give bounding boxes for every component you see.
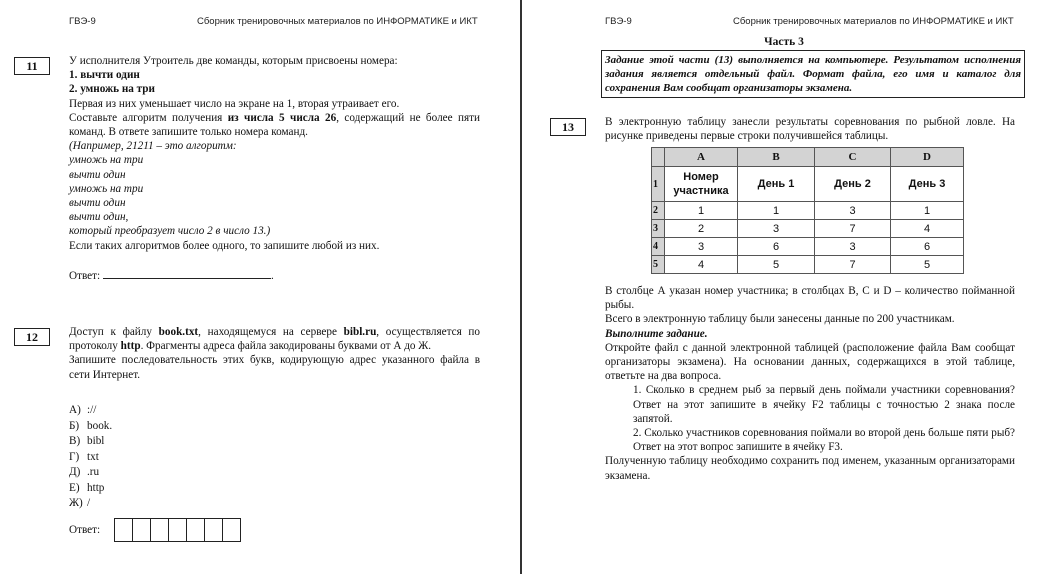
table-cell: 5 <box>891 256 964 274</box>
right-page <box>524 0 1043 574</box>
option-g <box>69 450 112 466</box>
table-row <box>652 167 964 202</box>
table-cell: 1 <box>665 202 738 220</box>
option-a <box>69 403 112 419</box>
spreadsheet-table <box>651 147 964 274</box>
table-cell: 4 <box>665 256 738 274</box>
task-12-options <box>69 403 112 512</box>
task-11-cmd1: 1. вычти один <box>69 69 140 82</box>
instr-part-a: Составьте алгоритм получения <box>69 111 228 124</box>
answer-line[interactable] <box>103 268 271 279</box>
option-text: :// <box>87 404 97 416</box>
col-header-c: C <box>815 148 891 167</box>
option-letter: А) <box>69 404 81 416</box>
table-cell: 5 <box>738 256 815 274</box>
task-11-cmd2: 2. умножь на три <box>69 83 155 96</box>
example-line-5: вычти один <box>69 197 126 210</box>
instr-part-c: , содержащий не более пяти команд. В ответе запишите только номера команд. <box>69 111 480 139</box>
header-code: ГВЭ-9 <box>69 16 96 27</box>
col-header-b: B <box>738 148 815 167</box>
question-1: 1. Сколько в среднем рыб за первый день поймали участники соревнования? Ответ на этот запишите в ячейку F2 таблицы с точностью 2 знака после запятой. <box>633 384 1015 425</box>
table-row <box>652 202 964 220</box>
task-12-number: 12 <box>14 328 50 346</box>
task-12-answer <box>69 518 241 542</box>
option-letter: Ж) <box>69 497 83 509</box>
t12-part-1: Доступ к файлу <box>69 326 159 338</box>
task-13-p1: В столбце А указан номер участника; в столбцах B, C и D – количество пойманной рыбы. <box>605 285 1015 312</box>
header-code: ГВЭ-9 <box>605 16 632 27</box>
answer-box[interactable] <box>132 518 151 542</box>
table-cell: День 3 <box>891 167 964 202</box>
example-line-6: вычти один, <box>69 211 129 224</box>
answer-box[interactable] <box>114 518 133 542</box>
table-cell: 2 <box>665 220 738 238</box>
part-3-title: Часть 3 <box>764 36 804 48</box>
row-header: 1 <box>652 167 665 202</box>
option-d <box>69 465 112 481</box>
table-cell: 7 <box>815 220 891 238</box>
col-header-a: A <box>665 148 738 167</box>
table-cell: 6 <box>738 238 815 256</box>
task-12-instruction: Запишите последовательность этих букв, кодирующую адрес указанного файла в сети Интернет. <box>69 354 480 381</box>
task-12-text <box>69 325 480 382</box>
task-13-p3: Выполните задание. <box>605 327 708 340</box>
left-page <box>0 0 520 574</box>
option-letter: В) <box>69 435 81 447</box>
answer-boxes <box>115 518 241 542</box>
table-row <box>652 238 964 256</box>
page-divider <box>520 0 522 574</box>
table-cell: День 2 <box>815 167 891 202</box>
task-13-intro: В электронную таблицу занесли результаты соревнования по рыбной ловле. На рисунке приведены первые строки получившейся таблицы. <box>605 116 1015 143</box>
t12-part-6: http <box>120 340 141 353</box>
option-b <box>69 419 112 435</box>
task-11-intro: У исполнителя Утроитель две команды, которым присвоены номера: <box>69 55 398 67</box>
answer-label: Ответ: <box>69 269 101 282</box>
option-letter: Б) <box>69 419 80 432</box>
task-13-number: 13 <box>550 118 586 136</box>
table-cell: 3 <box>815 238 891 256</box>
option-text: http <box>87 481 105 494</box>
row-header: 5 <box>652 256 665 274</box>
table-row <box>652 220 964 238</box>
example-line-3: вычти один <box>69 168 126 181</box>
option-letter: Д) <box>69 466 81 478</box>
example-line-1: (Например, 21211 – это алгоритм: <box>69 140 237 153</box>
answer-tail: . <box>270 269 274 282</box>
t12-part-5: , осуществляется по протоколу <box>69 326 481 353</box>
table-cell: 6 <box>891 238 964 256</box>
table-cell: 1 <box>891 202 964 220</box>
task-11-desc: Первая из них уменьшает число на экране на 1, вторая утраивает его. <box>69 97 400 110</box>
option-letter: Г) <box>69 450 80 463</box>
answer-box[interactable] <box>168 518 187 542</box>
t12-part-2: book.txt <box>158 326 199 338</box>
table-cell: 3 <box>815 202 891 220</box>
option-v <box>69 434 112 450</box>
task-13-p2: Всего в электронную таблицу были занесены данные по 200 участникам. <box>605 313 955 326</box>
option-text: / <box>87 497 91 509</box>
task-13-p4: Откройте файл с данной электронной таблицей (расположение файла Вам сообщат организаторы экзамена). На основании данных, содержащихся в этой таблице, ответьте на два вопроса. <box>605 341 1015 383</box>
example-line-2: умножь на три <box>69 154 144 167</box>
instr-part-b: из числа 5 числа 26 <box>227 111 337 124</box>
answer-label: Ответ: <box>69 524 101 536</box>
task-11-number: 11 <box>14 57 50 75</box>
row-header: 3 <box>652 220 665 238</box>
question-2: 2. Сколько участников соревнования поймали во второй день больше пяти рыб? Ответ на этот вопрос запишите в ячейку F3. <box>633 427 1015 454</box>
col-header-d: D <box>891 148 964 167</box>
header-title: Сборник тренировочных материалов по ИНФОРМАТИКЕ и ИКТ <box>197 16 478 27</box>
task-13-body <box>605 284 1015 483</box>
answer-box[interactable] <box>204 518 223 542</box>
t12-part-4: bibl.ru <box>343 326 377 338</box>
task-11-text <box>69 54 480 283</box>
task-12-intro <box>69 325 480 353</box>
table-cell: 1 <box>738 202 815 220</box>
task-11-note: Если таких алгоритмов более одного, то запишите любой из них. <box>69 239 380 252</box>
task-13-p5: Полученную таблицу необходимо сохранить под именем, указанным организаторами экзамена. <box>605 455 1015 482</box>
table-cell: Номер участника <box>665 167 738 202</box>
task-11-instruction <box>69 111 480 139</box>
part-3-frame: Задание этой части (13) выполняется на компьютере. Результатом исполнения задания является отдельный файл. Формат файла, его имя и каталог для сохранения Вам сообщат организаторы экзамена. <box>601 50 1025 98</box>
option-text: book. <box>87 419 113 432</box>
table-row <box>652 256 964 274</box>
option-zh <box>69 496 112 512</box>
answer-box[interactable] <box>150 518 169 542</box>
table-cell: 3 <box>665 238 738 256</box>
header-title: Сборник тренировочных материалов по ИНФОРМАТИКЕ и ИКТ <box>733 16 1014 27</box>
option-text: txt <box>87 450 99 463</box>
option-text: bibl <box>87 435 105 447</box>
answer-box[interactable] <box>222 518 241 542</box>
t12-part-7: . Фрагменты адреса файла закодированы буквами от А до Ж. <box>140 340 432 353</box>
task-11-answer <box>69 268 480 283</box>
corner-cell <box>652 148 665 167</box>
answer-box[interactable] <box>186 518 205 542</box>
table-cell: 4 <box>891 220 964 238</box>
option-text: .ru <box>87 466 100 478</box>
option-e <box>69 481 112 497</box>
example-line-4: умножь на три <box>69 182 144 195</box>
table-cell: День 1 <box>738 167 815 202</box>
option-letter: Е) <box>69 481 80 494</box>
example-line-7: который преобразует число 2 в число 13.) <box>69 225 271 238</box>
table-cell: 3 <box>738 220 815 238</box>
column-header-row <box>652 148 964 167</box>
table-cell: 7 <box>815 256 891 274</box>
row-header: 2 <box>652 202 665 220</box>
row-header: 4 <box>652 238 665 256</box>
t12-part-3: , находящемуся на сервере <box>198 326 344 338</box>
